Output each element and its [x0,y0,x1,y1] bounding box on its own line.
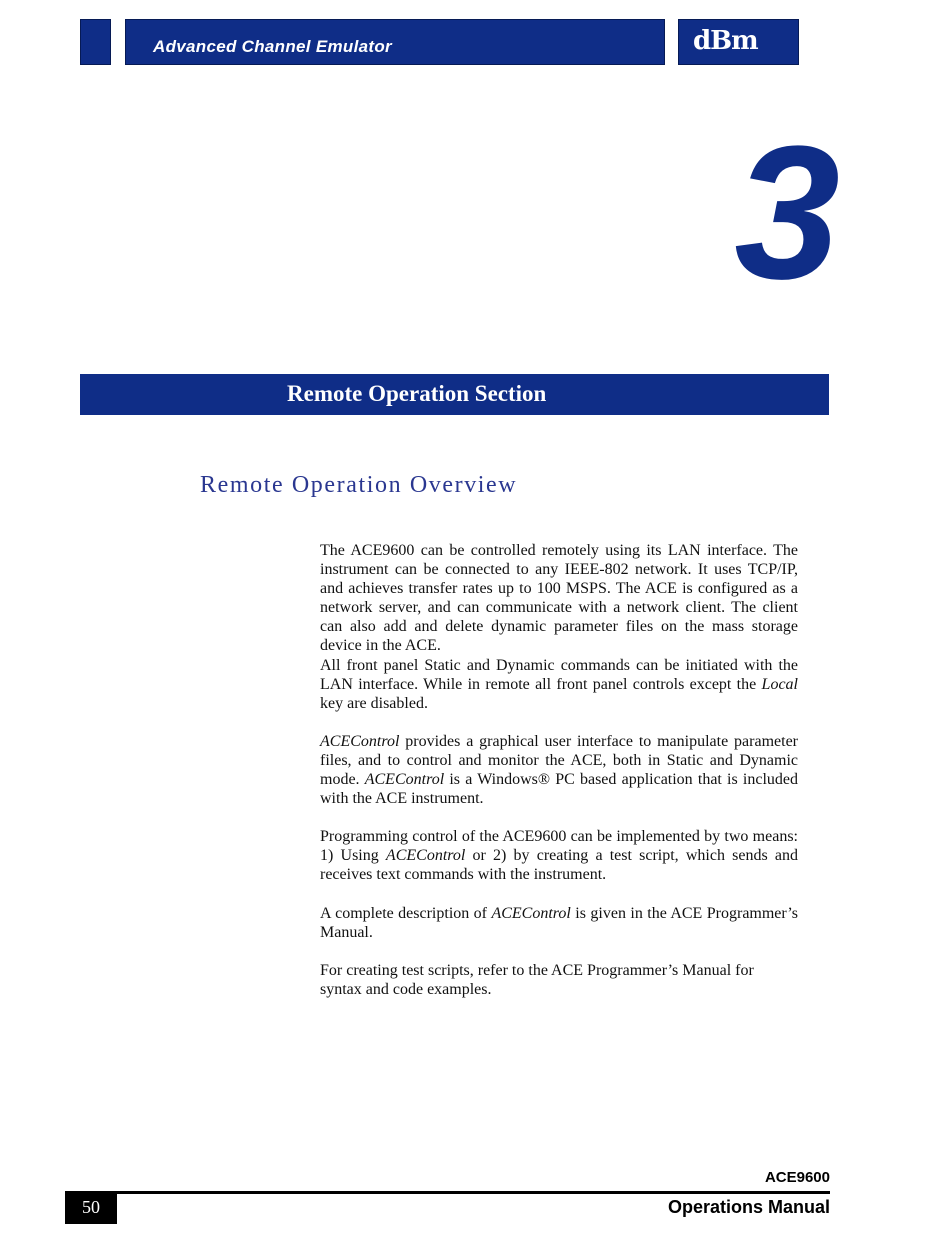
paragraph-3 [320,732,798,808]
paragraph-3-end: is a Windows® PC based application that is included with the ACE instrument. [320,771,799,808]
footer-model: ACE9600 [764,1169,830,1186]
paragraph-2-end: key are disabled. [320,694,428,712]
page-number: 50 [82,1197,100,1217]
paragraph-5-start: A complete description of [320,904,492,922]
local-key-term: Local [761,675,798,693]
footer-manual-title: Operations Manual [667,1197,830,1217]
acecontrol-term: ACEControl [385,847,466,865]
footer-rule [65,1191,830,1194]
acecontrol-term: ACEControl [320,732,400,750]
paragraph-5-end: is given in the ACE Programmer’s Manual. [320,904,799,941]
paragraph-3-mid: provides a graphical user interface to manipulate parameter files, and to control and monitor the ACE, both in Static and Dynamic mode. [320,732,798,789]
header-logo-block [678,19,799,65]
overview-heading: Remote Operation Overview [200,472,518,498]
paragraph-4-start: Programming control of the ACE9600 can be implemented by two means: 1) Using [320,828,798,865]
paragraph-4 [320,827,798,884]
chapter-number: 3 [734,107,840,319]
paragraph-1: The ACE9600 can be controlled remotely using its LAN interface. The instrument can be connected to any IEEE-802 network. It uses TCP/IP, and achieves transfer rates up to 100 MSPS. The ACE is configured as a network server, and can communicate with a network client. The client can also add and delete dynamic parameter files on the mass storage device in the ACE. [320,542,798,655]
acecontrol-term: ACEControl [491,904,571,922]
dbm-logo: dBm [693,26,758,56]
page-number-box [65,1191,117,1224]
section-title: Remote Operation Section [287,381,547,406]
header-title-bar [125,19,665,65]
header-left-block [80,19,111,65]
paragraph-4-end: or 2) by creating a test script, which sends and receives text commands with the instrument. [320,847,798,884]
body-text [320,541,798,999]
header-title: Advanced Channel Emulator [153,37,392,56]
paragraph-6: For creating test scripts, refer to the ACE Programmer’s Manual for syntax and code examples. [320,961,754,998]
paragraph-2-start: All front panel Static and Dynamic commands can be initiated with the LAN interface. While in remote all front panel controls except the [320,656,798,693]
paragraph-5 [320,904,798,942]
paragraph-2 [320,656,798,713]
section-bar [80,374,829,415]
acecontrol-term: ACEControl [364,771,445,789]
